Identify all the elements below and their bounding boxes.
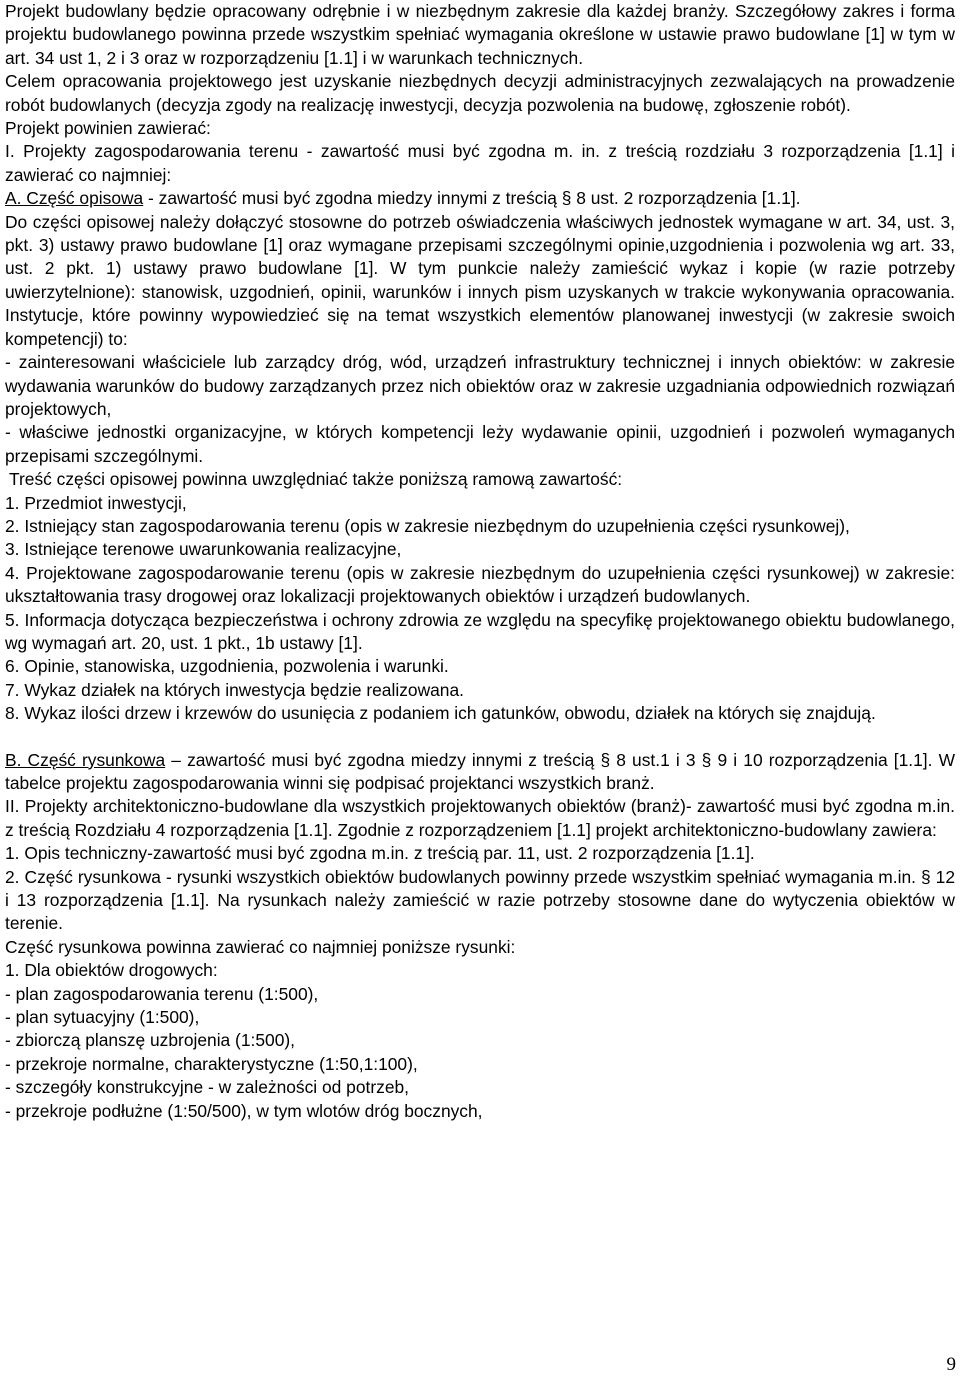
list-item: - plan sytuacyjny (1:500),: [5, 1007, 200, 1028]
list-item: - zbiorczą planszę uzbrojenia (1:500),: [5, 1030, 295, 1051]
blank-line: [5, 726, 955, 749]
paragraph-intro: Projekt budowlany będzie opracowany odrębnie i w niezbędnym zakresie dla każdej branży. Szczegółowy zakres i forma projektu budowlanego powinna przede wszystkim spełniać wymagania określone w ustawie prawo budowlane [1] w tym w art. 34 ust 1, 2 i 3 oraz w rozporządzeniu [1.1] i w warunkach technicznych.: [5, 1, 955, 68]
section-b-label: B. Część rysunkowa: [5, 749, 166, 770]
paragraph-section-b: [5, 749, 955, 796]
list-item: 4. Projektowane zagospodarowanie terenu (opis w zakresie niezbędnym do uzupełnienia części rysunkowej) w zakresie: ukształtowania trasy drogowej oraz lokalizacji projektowanych obiektów i urządzeń budowlanych.: [5, 562, 955, 607]
list-item: 3. Istniejące terenowe uwarunkowania realizacyjne,: [5, 539, 402, 560]
list-item: 7. Wykaz działek na których inwestycja będzie realizowana.: [5, 679, 464, 700]
page-number: 9: [946, 1354, 956, 1375]
list-item: - przekroje podłużne (1:50/500), w tym wlotów dróg bocznych,: [5, 1100, 483, 1121]
paragraph-frame-contents: Treść części opisowej powinna uwzględniać także poniższą ramową zawartość:: [9, 469, 623, 490]
paragraph-section-a: [5, 187, 955, 210]
section-a-label: A. Część opisowa: [5, 188, 144, 209]
list-item: - przekroje normalne, charakterystyczne (1:50,1:100),: [5, 1053, 418, 1074]
document-page: [5, 0, 955, 1123]
list-item: 2. Istniejący stan zagospodarowania terenu (opis w zakresie niezbędnym do uzupełnienia części rysunkowej),: [5, 515, 850, 536]
paragraph-units: - właściwe jednostki organizacyjne, w których kompetencji leży wydawanie opinii, uzgodnień i pozwoleń wymaganych przepisami szczególnymi.: [5, 422, 955, 466]
paragraph-drawings: 2. Część rysunkowa - rysunki wszystkich obiektów budowlanych powinny przede wszystkim spełniać wymagania m.in. § 12 i 13 rozporządzenia [1.1]. Na rysunkach należy zamieścić w razie potrzeby stosowne dane do wytyczenia obiektów w terenie.: [5, 866, 955, 934]
paragraph-section-ii: II. Projekty architektoniczno-budowlane dla wszystkich projektowanych obiektów (branż)- zawartość musi być zgodna m.in. z treścią Rozdziału 4 rozporządzenia [1.1]. Zgodnie z rozporządzeniem [1.1] projekt architektoniczno-budowlany zawiera:: [5, 796, 955, 840]
list-item: 8. Wykaz ilości drzew i krzewów do usunięcia z podaniem ich gatunków, obwodu, działek na których się znajdują.: [5, 703, 876, 724]
paragraph-attachments: Do części opisowej należy dołączyć stosowne do potrzeb oświadczenia właściwych jednostek wymagane w art. 34, ust. 3, pkt. 3) ustawy prawo budowlane [1] oraz wymagane przepisami szczególnymi opinie,uzgodnienia i pozwolenia wg art. 33, ust. 2 pkt. 1) ustawy prawo budowlane [1]. W tym punkcie należy zamieścić wykaz i kopie (w razie potrzeby uwierzytelnione): stanowisk, uzgodnień, opinii, warunków i innych pism uzyskanych w trakcie wykonywania opracowania. Instytucje, które powinny wypowiedzieć się na temat wszystkich elementów planowanej inwestycji (w zakresie swoich kompetencji) to:: [5, 211, 955, 349]
paragraph-contents-heading: Projekt powinien zawierać:: [5, 118, 211, 139]
paragraph-drawings-list-heading: Część rysunkowa powinna zawierać co najmniej poniższe rysunki:: [5, 936, 516, 957]
paragraph-purpose: Celem opracowania projektowego jest uzyskanie niezbędnych decyzji administracyjnych zezwalających na prowadzenie robót budowlanych (decyzja zgody na realizację inwestycji, decyzja pozwolenia na budowę, zgłoszenie robót).: [5, 71, 955, 115]
paragraph-technical-description: 1. Opis techniczny-zawartość musi być zgodna m.in. z treścią par. 11, ust. 2 rozporządzenia [1.1].: [5, 843, 755, 864]
section-a-text: - zawartość musi być zgodna miedzy innymi z treścią § 8 ust. 2 rozporządzenia [1.1].: [143, 188, 801, 209]
section-b-text: – zawartość musi być zgodna miedzy innymi z treścią § 8 ust.1 i 3 § 9 i 10 rozporządzenia [1.1]. W tabelce projektu zagospodarowania winni się podpisać projektanci wszystkich branż.: [5, 749, 955, 793]
paragraph-owners: - zainteresowani właściciele lub zarządcy dróg, wód, urządzeń infrastruktury technicznej i innych obiektów: w zakresie wydawania warunków do budowy zarządzanych przez nich obiektów oraz w zakresie uzgadniania odpowiednich rozwiązań projektowych,: [5, 352, 955, 419]
list-item: 1. Przedmiot inwestycji,: [5, 492, 187, 513]
paragraph-section-i: I. Projekty zagospodarowania terenu - zawartość musi być zgodna m. in. z treścią rozdziału 3 rozporządzenia [1.1] i zawierać co najmniej:: [5, 141, 955, 185]
paragraph-road-objects: 1. Dla obiektów drogowych:: [5, 960, 218, 981]
list-item: - szczegóły konstrukcyjne - w zależności od potrzeb,: [5, 1077, 410, 1098]
list-item: 5. Informacja dotycząca bezpieczeństwa i ochrony zdrowia ze względu na specyfikę projektowanego obiektu budowlanego, wg wymagań art. 20, ust. 1 pkt., 1b ustawy [1].: [5, 609, 955, 653]
list-item: - plan zagospodarowania terenu (1:500),: [5, 983, 319, 1004]
list-item: 6. Opinie, stanowiska, uzgodnienia, pozwolenia i warunki.: [5, 656, 449, 677]
